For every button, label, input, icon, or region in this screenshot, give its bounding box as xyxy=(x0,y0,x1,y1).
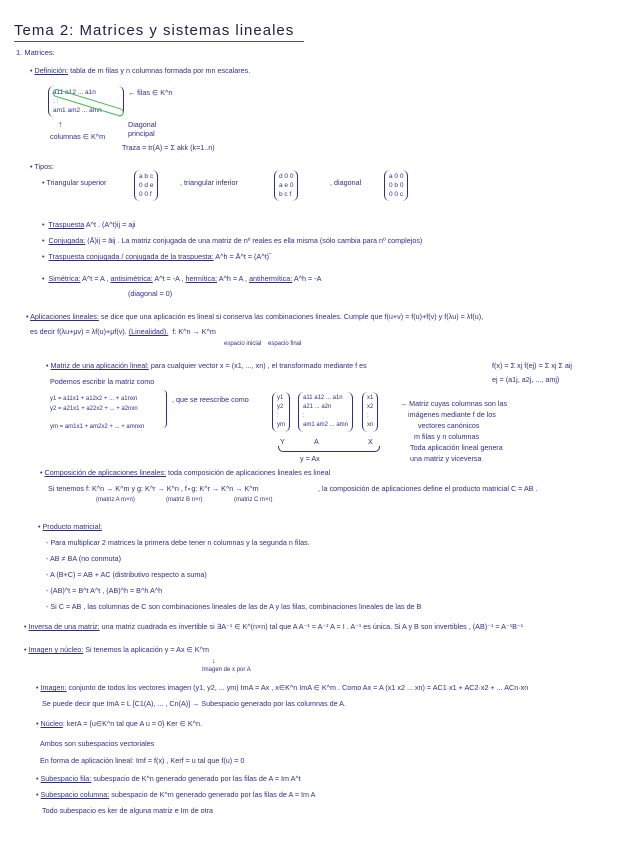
diagonal-matrix: a 0 0 0 b 0 0 0 c xyxy=(384,170,408,201)
note-line: una matriz y viceversa xyxy=(410,454,482,463)
tri-inf-label: , triangular inferior xyxy=(180,178,238,187)
conjugada-line: • Conjugada: (Ā)ij = āij . La matriz conjugada de una matriz de nº reales es ella misma (sólo cambia para nº complejos) xyxy=(42,236,423,245)
tri-sup-label: • Triangular superior xyxy=(42,178,107,187)
matrix-row: am1 am2 ... amn xyxy=(53,107,102,114)
imagen-line-2: Se puede decir que ImA = L [C1(A), ... , Cn(A)] → Subespacio generado por las columnas de A. xyxy=(42,699,346,708)
note-line: vectores canónicos xyxy=(418,421,480,430)
filas-label: ← filas ∈ K^n xyxy=(128,88,173,97)
podemos-line: Podemos escribir la matriz como xyxy=(50,377,155,386)
arrow-down-icon: ↓ xyxy=(212,656,216,665)
producto-item: - (AB)^t = B^t A^t , (AB)^h = B^h A^h xyxy=(46,586,163,595)
composicion-line: • Composición de aplicaciones lineales: toda composición de aplicaciones lineales es lineal xyxy=(40,468,331,477)
ambos-line: Ambos son subespacios vectoriales xyxy=(40,739,155,748)
brace xyxy=(162,390,167,428)
x-vector: x1 x2 : xn xyxy=(362,392,378,432)
arrow-up-icon: ↑ xyxy=(58,119,63,129)
underbrace xyxy=(278,446,380,452)
traspuesta-conjugada-line: • Traspuesta conjugada / conjugada de la traspuesta: A^h = Ā^t = (A^t)‾ xyxy=(42,252,272,261)
tri-sup-matrix: a b c 0 d e 0 0 f xyxy=(134,170,158,201)
matriz-c-note: (matriz C m×r) xyxy=(234,497,273,503)
imagen-x-note: Imagen de x por A xyxy=(202,667,251,673)
columnas-label: columnas ∈ K^m xyxy=(50,132,106,141)
subespacio-columna-line: • Subespacio columna: subespacio de K^m generado generado por las filas de A = Im A xyxy=(36,790,316,799)
espacio-final: espacio final xyxy=(268,341,302,347)
definition-line: • Definición: tabla de m filas y n columnas formada por mn escalares. xyxy=(30,66,251,75)
x-label: X xyxy=(368,437,373,446)
matriz-b-note: (matriz B n×r) xyxy=(166,497,203,503)
tipos-heading: • Tipos: xyxy=(30,162,54,171)
matrix-row: : : xyxy=(53,98,59,105)
linealidad-line: es decir f(λu+μv) = λf(u)+μf(v). (Linealidad). f: K^n → K^m xyxy=(30,327,216,336)
formula-fx: f(x) = Σ xj f(ej) = Σ xj Σ aij xyxy=(492,361,573,370)
espacio-inicial: espacio inicial xyxy=(224,341,262,347)
equation-line: y2 = a21x1 + a22x2 + ... + a2nxn xyxy=(50,406,138,412)
a-label: A xyxy=(314,437,319,446)
equation-line: y1 = a11x1 + a12x2 + ... + a1nxn xyxy=(50,396,138,402)
definition-text: tabla de m filas y n columnas formada por mn escalares. xyxy=(70,66,251,75)
composicion-def: Si tenemos f: K^n → K^m y g: K^r → K^n , f∘g: K^r → K^n → K^m xyxy=(48,484,259,493)
simetrica-line: • Simétrica: A^t = A , antisimétrica: A^t = -A , hermítica: A^h = A , antihermítica: A^h = -A xyxy=(42,274,322,283)
principal-label: principal xyxy=(128,129,155,138)
composicion-producto: , la composición de aplicaciones define el producto matricial C = AB . xyxy=(318,484,538,493)
producto-heading: • Producto matricial: xyxy=(38,522,103,531)
producto-item: - AB ≠ BA (no conmuta) xyxy=(46,554,122,563)
note-line: imágenes mediante f de los xyxy=(408,410,496,419)
diagonal-label: Diagonal xyxy=(128,120,157,129)
note-line: Toda aplicación lineal genera xyxy=(410,443,503,452)
matriz-a-note: (matriz A m×n) xyxy=(96,497,135,503)
matriz-aplicacion-line: • Matriz de una aplicación lineal: para cualquier vector x = (x1, ..., xn) , el transformado mediante f es xyxy=(46,361,367,370)
producto-item: - A (B+C) = AB + AC (distributivo respecto a suma) xyxy=(46,570,207,579)
section-heading-matrices: 1. Matrices: xyxy=(16,48,55,57)
matrix-row: a11 a12 ... a1n xyxy=(53,89,96,96)
page-title: Tema 2: Matrices y sistemas lineales xyxy=(14,22,304,42)
todo-subespacio-line: Todo subespacio es ker de alguna matriz e Im de otra xyxy=(42,806,213,815)
subespacio-fila-line: • Subespacio fila: subespacio de K^n generado generado por las filas de A = Im A^t xyxy=(36,774,301,783)
note-line: → Matriz cuyas columnas son las xyxy=(400,399,508,408)
y-equals-ax: y = Ax xyxy=(300,454,320,463)
ej-definition: ej = (a1j, a2j, ..., amj) xyxy=(492,375,560,384)
diagonal-type-label: , diagonal xyxy=(330,178,362,187)
y-vector: y1 y2 : ym xyxy=(272,392,290,432)
traspuesta-line: • Traspuesta A^t . (A^t)ij = aji xyxy=(42,220,136,229)
tri-inf-matrix: d 0 0 a e 0 b c f xyxy=(274,170,298,201)
traza-formula: Traza = tr(A) = Σ akk (k=1..n) xyxy=(122,143,215,152)
y-label: Y xyxy=(280,437,285,446)
imagen-line: • Imagen: conjunto de todos los vectores imagen (y1, y2, ... ym) ImA = Ax , x∈K^n ImA ∈ K^m . Como Ax = A (x1 x2 ... xn) = AC1·x1 + AC2·x2 + ... ACn·xn xyxy=(36,683,529,692)
reescribe-text: , que se reescribe como xyxy=(172,395,249,404)
producto-item: - Si C = AB , las columnas de C son combinaciones lineales de las de A y las filas, combinaciones lineales de las de B xyxy=(46,602,422,611)
forma-line: En forma de aplicación lineal: Imf = f(x) , Kerf = u tal que f(u) = 0 xyxy=(40,756,245,765)
diagonal-zero-note: (diagonal = 0) xyxy=(128,289,173,298)
equation-line: ym = am1x1 + am2x2 + ... + amnxn xyxy=(50,424,145,430)
note-line: m filas y n columnas xyxy=(414,432,480,441)
aplicaciones-line: • Aplicaciones lineales: se dice que una aplicación es lineal si conserva las combinaciones lineales. Cumple que f(u+v) = f(u)+f(v) y f(λu) = λf(u), xyxy=(26,312,484,321)
a-matrix: a11 a12 ... a1n a21 ... a2n : am1 am2 ... amn xyxy=(298,392,353,432)
inversa-line: • Inversa de una matriz: una matriz cuadrada es invertible si ∃A⁻¹ ∈ K^(n×n) tal que A A⁻¹ = A⁻¹ A = I . A⁻¹ es única. Si A y B son invertibles , (AB)⁻¹ = A⁻¹B⁻¹ xyxy=(24,622,524,631)
producto-item: - Para multiplicar 2 matrices la primera debe tener n columnas y la segunda n filas. xyxy=(46,538,310,547)
definition-label: Definición: xyxy=(34,66,69,75)
imagen-nucleo-line: • Imagen y núcleo: Si tenemos la aplicación y = Ax ∈ K^m xyxy=(24,645,209,654)
nucleo-line: • Núcleo: kerA = {u∈K^n tal que A u = 0} Ker ∈ K^n. xyxy=(36,719,203,728)
